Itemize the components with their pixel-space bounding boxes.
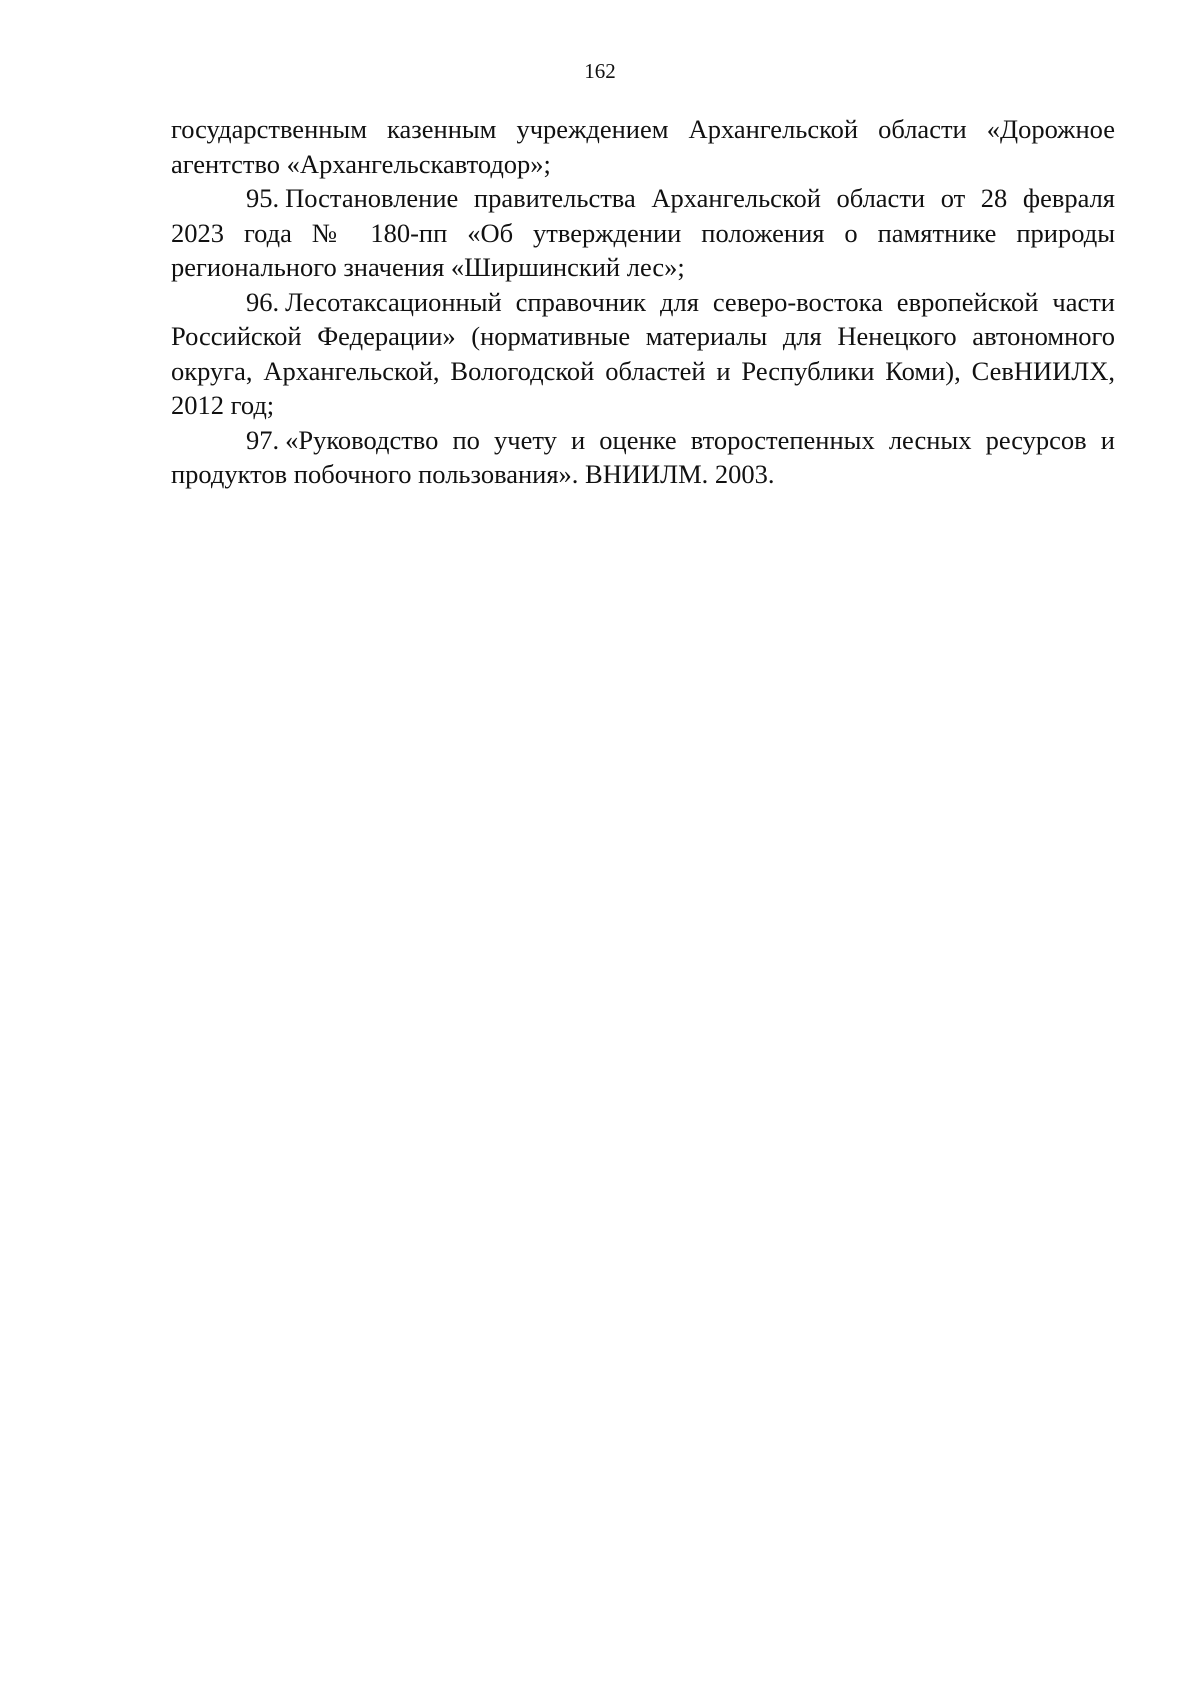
list-item-text: «Руководство по учету и оценке второстепенных лесных ресурсов и продуктов побочного пользования». ВНИИЛМ. 2003. xyxy=(171,424,1115,489)
list-item-number: 97. xyxy=(246,424,280,455)
list-item-95 xyxy=(171,181,1115,285)
list-item-97 xyxy=(171,423,1115,492)
paragraph-continued xyxy=(171,112,1115,181)
list-item-text: Лесотаксационный справочник для северо-востока европейской части Российской Федерации» (нормативные материалы для Ненецкого автономного округа, Архангельской, Вологодской областей и Республики Коми), СевНИИЛХ, 2012 год; xyxy=(171,286,1115,420)
paragraph-text: государственным казенным учреждением Архангельской области «Дорожное агентство «Архангельскавтодор»; xyxy=(171,114,1115,179)
document-body xyxy=(171,112,1115,492)
list-item-number: 96. xyxy=(246,286,280,317)
page-number: 162 xyxy=(584,59,616,83)
list-item-number: 95. xyxy=(246,183,280,213)
list-item-text: Постановление правительства Архангельской области от 28 февраля 2023 года № 180-пп «Об утверждении положения о памятнике природы регионального значения «Ширшинский лес»; xyxy=(171,183,1115,282)
list-item-96 xyxy=(171,285,1115,423)
